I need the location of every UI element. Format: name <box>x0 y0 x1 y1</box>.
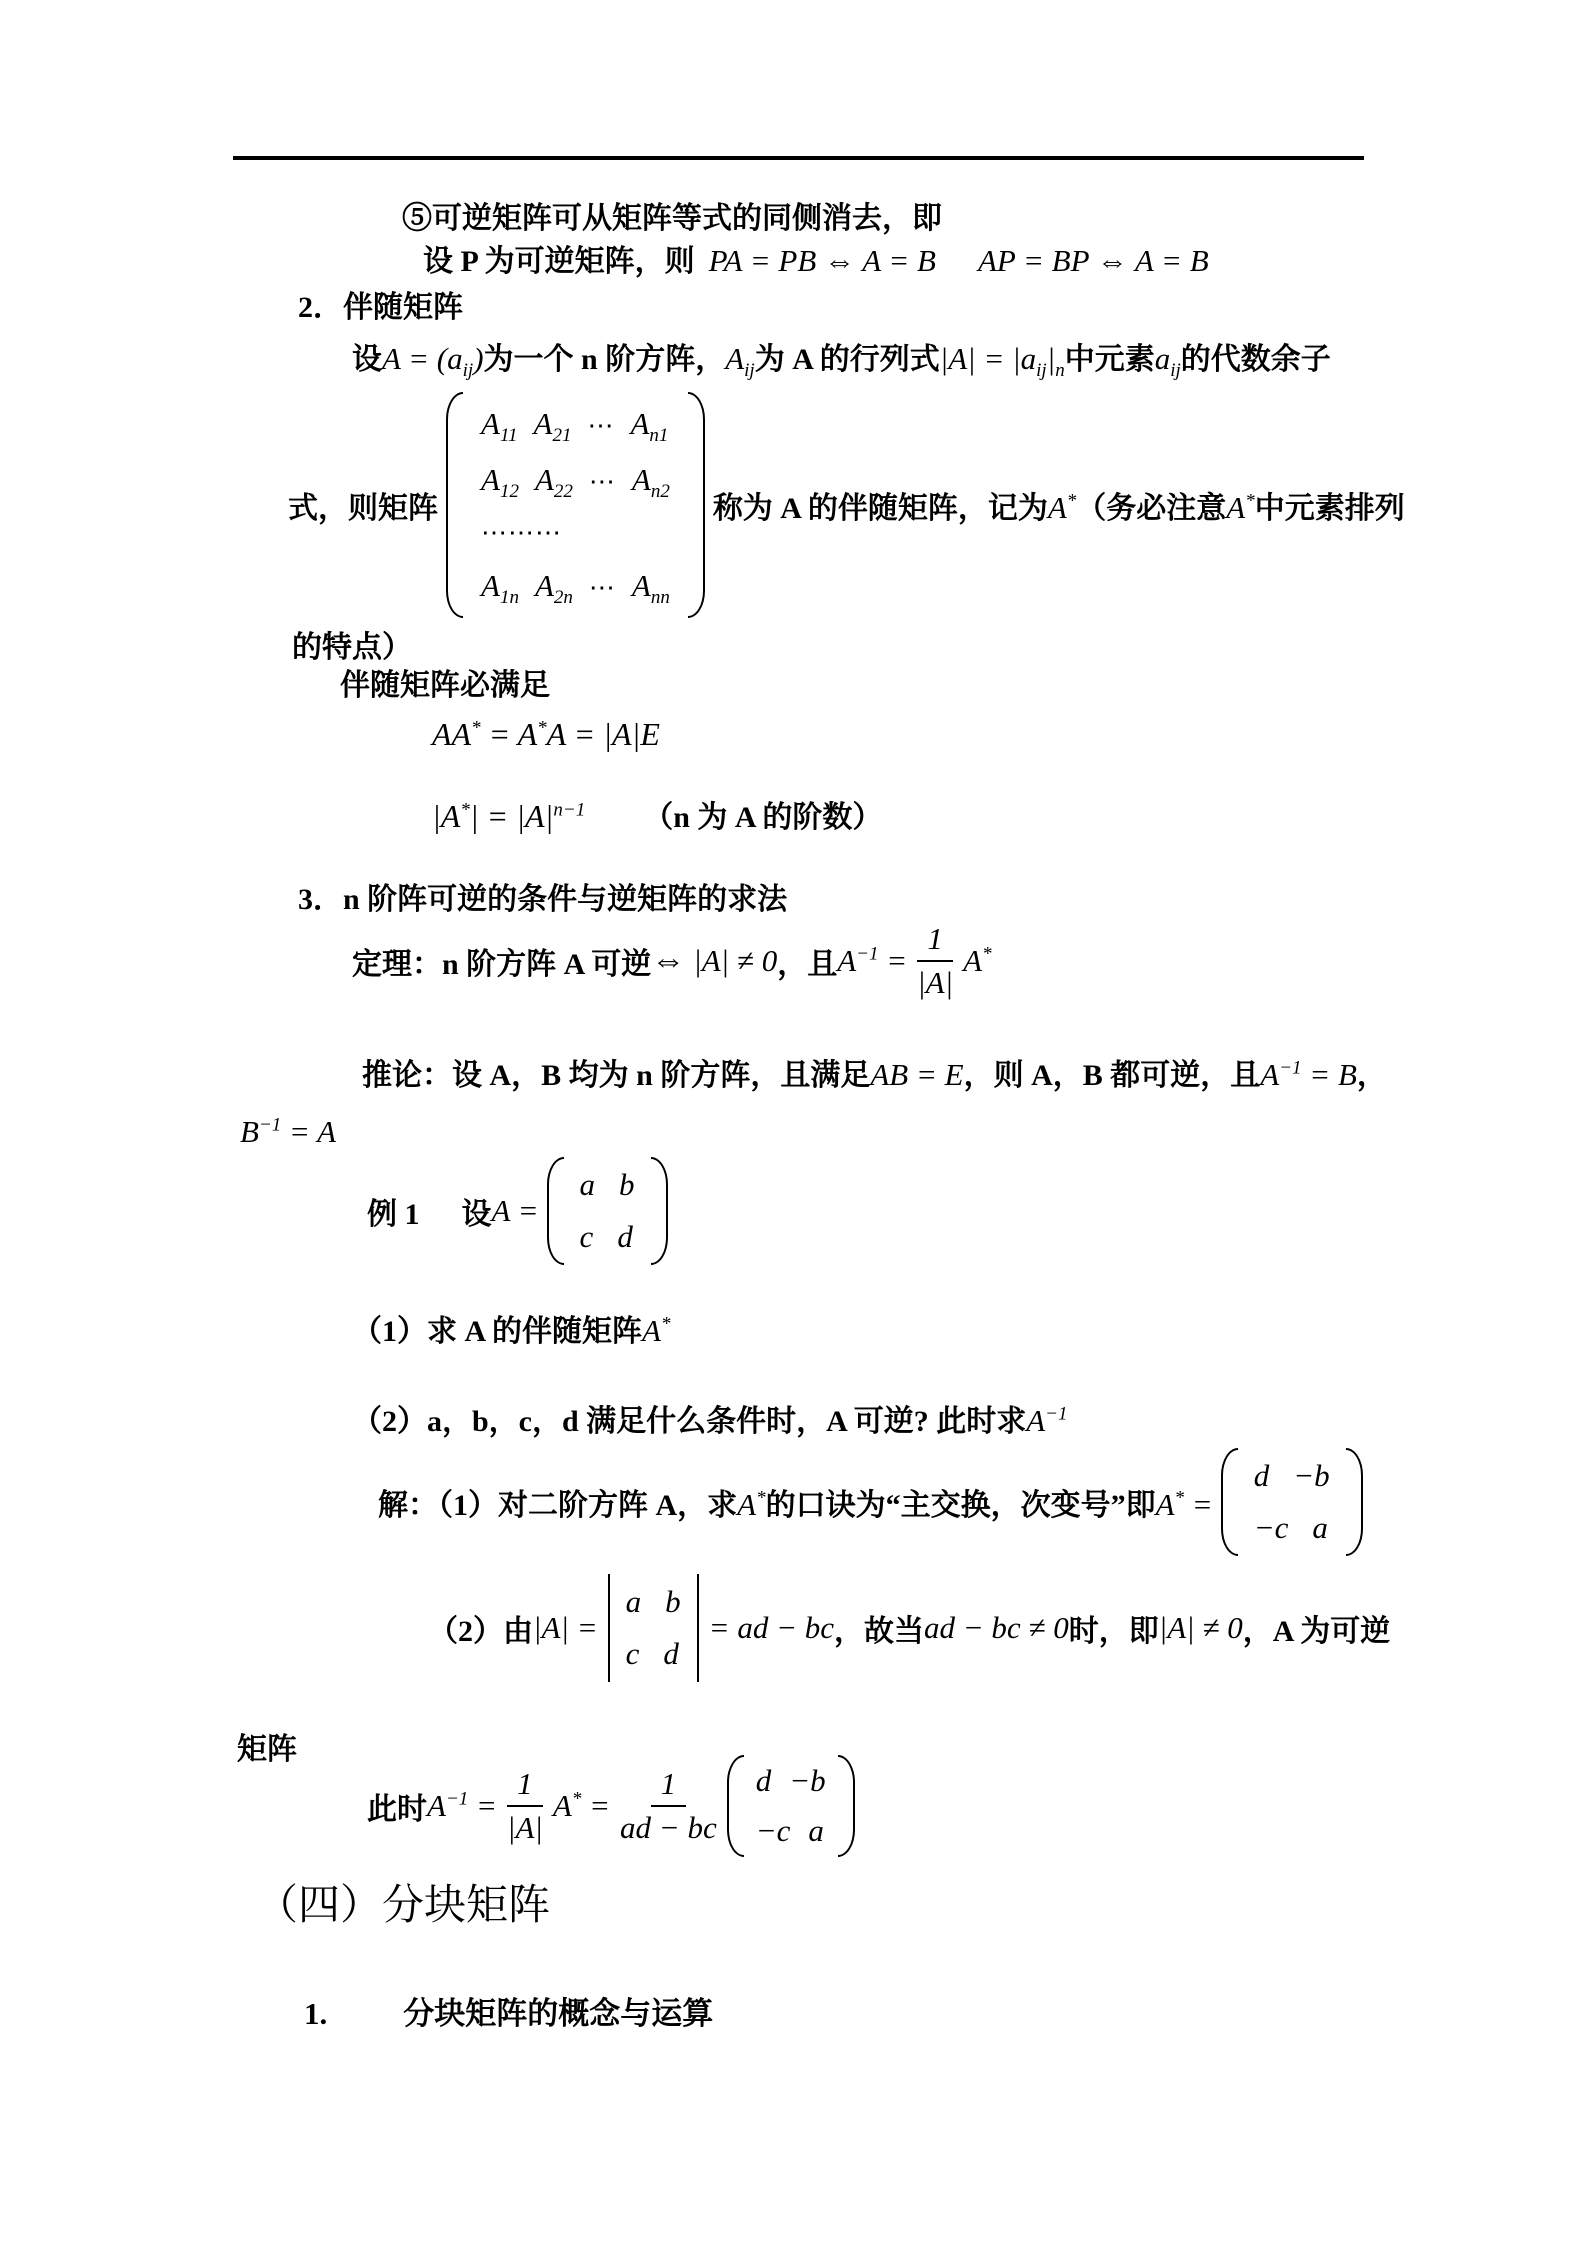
line-matrix-tail <box>237 1724 297 1768</box>
text-run: 推论：设 A，B 均为 n 阶方阵，且满足 <box>362 1059 871 1092</box>
math-run: AP = BP ⇔ A = B <box>977 243 1209 278</box>
right-paren-icon <box>838 1755 855 1857</box>
text-run: 中元素排列 <box>1254 492 1405 525</box>
math-run: A* <box>1226 490 1255 525</box>
matrix-cells <box>564 1157 651 1265</box>
matrix-row <box>626 1584 681 1620</box>
example1-line <box>367 1164 676 1258</box>
math-run: $A = (a_{ij})$ <box>382 341 484 382</box>
math-run: $A^{-1}$ = <box>837 943 908 978</box>
matrix-cell: −b <box>1293 1458 1330 1493</box>
matrix-cell: b <box>619 1167 635 1202</box>
text-run: ⑤可逆矩阵可从矩阵等式的同侧消去，即 <box>402 202 942 235</box>
fraction-numerator: 1 <box>917 921 953 962</box>
matrix-cell: $A_{12}$ <box>481 462 519 503</box>
text-run: 中元素 <box>1064 343 1155 376</box>
text-run: 称为 A 的伴随矩阵，记为 <box>712 492 1048 525</box>
math-run: A* <box>963 943 992 978</box>
corollary-tail-line: $B^{-1} = A$ <box>240 1114 337 1149</box>
matrix-cells <box>463 392 688 618</box>
ellipsis: ⋯ <box>588 467 616 496</box>
superscript: * <box>756 1487 766 1509</box>
question-1-line <box>352 1306 670 1350</box>
matrix-cell: b <box>665 1584 681 1619</box>
text-run: 2．伴随矩阵 <box>298 291 463 324</box>
matrix-cell: d <box>1253 1458 1270 1493</box>
left-paren-icon <box>547 1157 564 1265</box>
text-run: 设 <box>461 1198 492 1231</box>
text-run: 的特点） <box>292 631 412 664</box>
question-2-line <box>352 1396 1067 1440</box>
fraction-numerator: 1 <box>507 1766 543 1807</box>
item-number: 1. <box>304 1996 328 2031</box>
superscript: n−1 <box>553 799 586 821</box>
superscript: * <box>537 717 547 739</box>
section-heading-block-matrix <box>256 1872 550 1932</box>
text-run: 时，即 <box>1068 1615 1159 1648</box>
matrix-cell: $A_{2n}$ <box>534 568 573 609</box>
math-run: |A| = <box>533 1610 598 1645</box>
math-run: $A_{ij}$ <box>725 341 755 382</box>
text-run: 式，则矩阵 <box>288 492 438 525</box>
matrix-cell: c <box>579 1219 594 1254</box>
adjoint-matrix-suffix <box>713 483 1405 527</box>
matrix-cell: d <box>755 1763 772 1798</box>
subsection-block-matrix-concept <box>304 1988 713 2033</box>
matrix-cell: $A_{nn}$ <box>631 568 670 609</box>
item-title: 分块矩阵的概念与运算 <box>403 1996 714 2031</box>
ellipsis: ⋯ <box>587 411 615 440</box>
matrix-cell: a <box>625 1584 642 1619</box>
superscript: −1 <box>258 1114 282 1136</box>
math-run: AB = E <box>870 1057 964 1092</box>
adjugate-matrix <box>727 1755 855 1857</box>
text-run: （2）由 <box>428 1615 533 1648</box>
right-paren-icon <box>1346 1448 1363 1556</box>
superscript: * <box>660 1313 671 1335</box>
left-paren-icon <box>727 1755 744 1857</box>
matrix-cell: $A_{21}$ <box>533 406 572 447</box>
identity-2 <box>432 792 882 836</box>
superscript: −1 <box>1279 1057 1302 1079</box>
section-heading-invertible <box>298 874 787 918</box>
math-run: $|A^*| = |A|^{n-1}$ <box>432 798 586 834</box>
matrix-dots-row: ⋯⋯⋯ <box>481 518 562 547</box>
matrix-cell: $A_{n2}$ <box>631 462 670 503</box>
superscript: * <box>1245 490 1255 512</box>
text-run: 矩阵 <box>237 1733 297 1766</box>
example-label: 例 1 <box>367 1198 420 1231</box>
matrix-cell: d <box>617 1219 633 1254</box>
superscript: * <box>1066 490 1077 512</box>
solution-1-line <box>378 1444 1371 1560</box>
matrix-cell: $A_{22}$ <box>534 462 573 503</box>
iff-arrow: ⇔ <box>651 942 686 979</box>
text-run: 此时 <box>367 1793 427 1826</box>
text-run: （2）a，b，c，d 满足什么条件时，A 可逆? 此时求 <box>352 1405 1027 1438</box>
math-run: $A^{-1}$ <box>1026 1403 1068 1438</box>
matrix-row <box>756 1813 826 1849</box>
text-run: 的口诀为“主交换，次变号”即 <box>765 1489 1156 1522</box>
superscript: −1 <box>445 1788 469 1810</box>
subscript: ij <box>1170 360 1181 382</box>
matrix-cell: a <box>579 1167 596 1202</box>
superscript: * <box>460 799 470 821</box>
superscript: −1 <box>856 943 879 965</box>
math-run: ad − bc ≠ 0 <box>924 1610 1069 1645</box>
math-run: A* <box>642 1313 671 1348</box>
matrix-row <box>481 568 670 609</box>
matrix-cells <box>744 1755 838 1857</box>
superscript: −1 <box>1045 1403 1068 1425</box>
fraction-denominator: |A| <box>917 965 954 1000</box>
matrix-row <box>1254 1510 1330 1546</box>
math-run: |A| ≠ 0 <box>1158 1610 1243 1645</box>
text-run: 设 <box>352 343 382 376</box>
text-run: 为一个 n 阶方阵， <box>483 343 726 376</box>
math-run: A* = <box>552 1788 611 1823</box>
fraction-numerator: 1 <box>651 1766 687 1807</box>
solution-1-text <box>378 1480 1213 1524</box>
fraction <box>917 921 953 1001</box>
determinant <box>608 1574 699 1682</box>
matrix-cell: a <box>808 1813 824 1848</box>
text-run: ，故当 <box>834 1615 925 1648</box>
matrix-cells <box>1238 1448 1346 1556</box>
fraction <box>507 1766 543 1846</box>
adjoint-matrix-line <box>288 398 1405 612</box>
text-run: （四）分块矩阵 <box>256 1883 551 1929</box>
right-paren-icon <box>688 392 705 618</box>
conclusion-line <box>367 1744 863 1868</box>
left-paren-icon <box>446 392 463 618</box>
subscript: n <box>1055 360 1065 382</box>
fraction <box>620 1766 717 1846</box>
text-run: ，则 A，B 都可逆，且 <box>963 1059 1261 1092</box>
math-run: A = <box>491 1193 539 1228</box>
text-run: （1）求 A 的伴随矩阵 <box>352 1315 643 1348</box>
matrix-cell: $A_{11}$ <box>481 406 518 447</box>
matrix-cell: −c <box>1253 1510 1289 1545</box>
para-adjoint-def <box>352 334 1331 382</box>
math-run: PA = PB ⇔ A = B <box>708 243 936 278</box>
line-point5-sub <box>423 236 1209 280</box>
solution-2-line <box>428 1572 1390 1684</box>
identity-1: AA* = A*A = |A|E <box>432 716 660 752</box>
matrix-row <box>1254 1458 1330 1494</box>
math-run: A* = <box>1155 1487 1213 1522</box>
superscript: * <box>571 1788 582 1810</box>
matrix-cell: a <box>1312 1510 1328 1545</box>
text-run: 的代数余子 <box>1180 343 1331 376</box>
superscript: * <box>1174 1487 1185 1509</box>
text-run: 为 A 的行列式 <box>754 343 940 376</box>
text-run: 定理：n 阶方阵 A 可逆 <box>352 948 652 981</box>
text-run: 3．n 阶阵可逆的条件与逆矩阵的求法 <box>298 883 788 916</box>
text-run: （务必注意 <box>1076 492 1227 525</box>
matrix-cell: d <box>663 1636 679 1671</box>
text-run: ， <box>1356 1059 1387 1092</box>
adjugate-matrix <box>1221 1448 1363 1556</box>
text-run: 伴随矩阵必满足 <box>340 669 550 702</box>
matrix-cell: c <box>625 1636 640 1671</box>
matrix-cells <box>610 1574 697 1682</box>
text-run: 解：（1）对二阶方阵 A，求 <box>378 1489 738 1522</box>
line-point5 <box>402 193 942 237</box>
matrix-row <box>756 1763 826 1799</box>
matrix-a <box>547 1157 668 1265</box>
fraction-denominator: |A| <box>506 1810 543 1845</box>
math-run: |A| ≠ 0 <box>693 943 778 978</box>
matrix-row <box>626 1636 681 1672</box>
left-paren-icon <box>1221 1448 1238 1556</box>
ellipsis: ⋯ <box>588 573 616 602</box>
text-run: 设 P 为可逆矩阵，则 <box>423 245 695 278</box>
corollary-line <box>362 1050 1387 1094</box>
superscript: * <box>471 717 481 739</box>
math-run: $A^{-1}$ = <box>427 1788 497 1823</box>
adjoint-matrix <box>446 392 705 618</box>
subscript: ij <box>744 360 755 382</box>
math-run: A* <box>737 1487 766 1522</box>
text-run: ，且 <box>777 948 838 981</box>
math-run: $a_{ij}$ <box>1154 341 1181 382</box>
matrix-cell: −b <box>789 1763 826 1798</box>
math-run: A* <box>1047 490 1077 525</box>
theorem-line <box>352 914 992 1008</box>
subscript: ij <box>1036 360 1047 382</box>
math-run: $A^{-1} = B$ <box>1260 1057 1357 1092</box>
section-heading-adjoint <box>298 282 463 326</box>
superscript: * <box>982 943 992 965</box>
matrix-row <box>580 1167 635 1203</box>
fraction-denominator: ad − bc <box>620 1810 717 1845</box>
matrix-row <box>481 406 670 447</box>
matrix-cell: $A_{n1}$ <box>630 406 669 447</box>
matrix-row <box>580 1219 635 1255</box>
matrix-cell: $A_{1n}$ <box>481 568 519 609</box>
matrix-row <box>481 462 670 503</box>
subscript: ij <box>462 360 474 382</box>
text-run: ，A 为可逆 <box>1242 1615 1391 1648</box>
right-paren-icon <box>651 1157 668 1265</box>
text-run: （n 为 A 的阶数） <box>643 801 883 834</box>
math-run: = ad − bc <box>708 1610 835 1645</box>
line-satisfy <box>340 660 550 704</box>
math-run: $|A| = |a_{ij}|_n$ <box>939 341 1065 382</box>
header-rule <box>233 156 1364 160</box>
matrix-cell: −c <box>755 1813 791 1848</box>
